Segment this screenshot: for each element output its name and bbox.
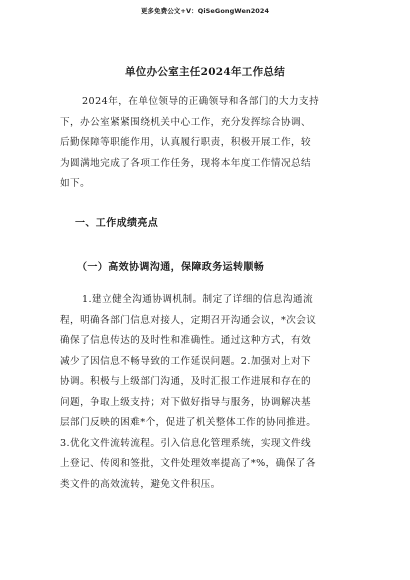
paragraph-line: 3.优化文件流转流程。引入信息化管理系统，实现文件线 [60,437,312,449]
paragraph-line: 减少了因信息不畅导致的工作延误问题。2.加强对上对下 [60,355,312,367]
intro-line: 后勤保障等职能作用，认真履行职责，积极开展工作，较 [60,137,312,148]
intro-paragraph [60,92,360,195]
section-heading: 一、工作成绩亮点 [75,218,159,229]
paragraph-line: 确保了信息传达的及时性和准确性。通过这种方式，有效 [60,335,312,346]
body-paragraph [60,290,360,495]
intro-line: 如下。 [60,178,91,189]
paragraph-line: 1.建立健全沟通协调机制。制定了详细的信息沟通流 [82,294,314,305]
paragraph-line: 类文件的高效流转，避免文件积压。 [60,478,221,490]
paragraph-line: 上登记、传阅和签批，文件处理效率提高了*%，确保了各 [60,458,316,469]
document-title: 单位办公室主任2024年工作总结 [124,66,286,78]
subsection-heading: （一）高效协调沟通，保障政务运转顺畅 [77,262,265,273]
paragraph-line: 层部门反映的困难*个，促进了机关整体工作的协同推进。 [60,417,317,428]
paragraph-line: 问题，争取上级支持；对下做好指导与服务，协调解决基 [60,396,312,408]
watermark-header: 更多免费公文+V：QiSeGongWen2024 [140,7,270,15]
intro-line: 下，办公室紧紧围绕机关中心工作，充分发挥综合协调、 [60,116,312,128]
paragraph-line: 协调。积极与上级部门沟通，及时汇报工作进展和存在的 [60,376,312,387]
intro-line: 2024年，在单位领导的正确领导和各部门的大力支持 [82,96,320,107]
paragraph-line: 程，明确各部门信息对接人，定期召开沟通会议，*次会议 [60,314,317,326]
intro-line: 为圆满地完成了各项工作任务，现将本年度工作情况总结 [60,157,312,169]
